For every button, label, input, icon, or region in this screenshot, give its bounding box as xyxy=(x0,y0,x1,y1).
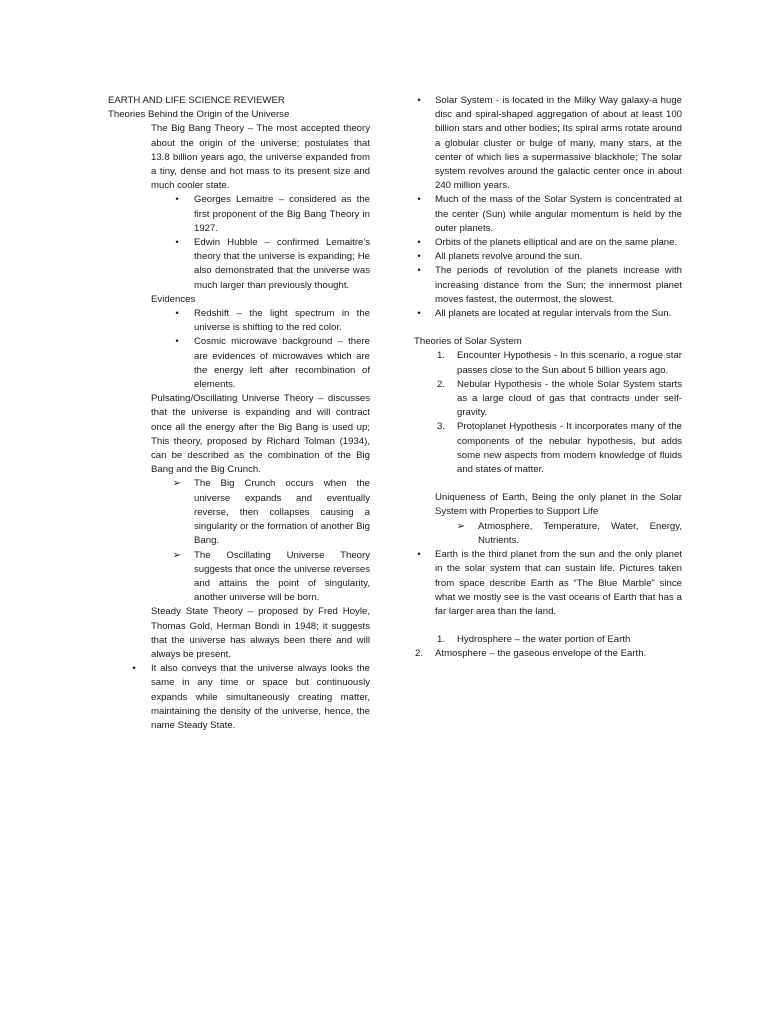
bullet-icon: • xyxy=(417,237,421,249)
bullet-icon: • xyxy=(175,308,179,320)
oscillating-paragraph: Pulsating/Oscillating Universe Theory – discusses that the universe is expanding and will contract once all the energy after the Big Bang is used up; This theory, proposed by Richard Tolman (1934), can be described as the combination of the Big Bang and the Big Crunch. xyxy=(151,393,370,476)
list-item: • All planets are located at regular intervals from the Sun. xyxy=(435,307,682,321)
list-item: • Solar System - is located in the Milky Way galaxy-a huge disc and spiral-shaped aggregation of about at least 100 billion stars and other bodies; Its spiral arms rotate around a globular cluster or bulge of many, many stars, at the center of which lies a supermassive blackhole; The solar system revolves around the galactic center once in about 240 million years. xyxy=(435,94,682,193)
evidences-label: Evidences xyxy=(151,293,196,305)
bullet-icon: • xyxy=(175,336,179,348)
list-number: 3. xyxy=(436,421,445,433)
list-item: • Georges Lemaitre – considered as the first proponent of the Big Bang Theory in 1927. xyxy=(194,193,370,236)
list-number: 1. xyxy=(436,350,445,362)
section-heading-solar-theories: Theories of Solar System xyxy=(414,336,522,348)
steady-state-paragraph: Steady State Theory – proposed by Fred Hoyle, Thomas Gold, Herman Bondi in 1948; it suggests that the universe has always been there and will always be present. xyxy=(151,606,370,660)
list-item: 2. Nebular Hypothesis - the whole Solar System starts as a large cloud of gas that contracts under self-gravity. xyxy=(457,378,682,421)
list-item: • All planets revolve around the sun. xyxy=(435,250,682,264)
bullet-icon: • xyxy=(417,549,421,561)
arrow-bullet-icon: ➢ xyxy=(456,520,466,532)
right-column xyxy=(414,94,682,662)
list-number: 2. xyxy=(436,378,445,390)
big-bang-paragraph: The Big Bang Theory – The most accepted theory about the origin of the universe; postulates that 13.8 billion years ago, the universe expanded from a tiny, dense and hot mass to its present size and much cooler state. xyxy=(151,123,370,192)
bullet-icon: • xyxy=(175,194,179,206)
bullet-icon: • xyxy=(417,95,421,106)
list-item: • Cosmic microwave background – there are evidences of microwaves which are the energy left after recombination of elements. xyxy=(194,335,370,392)
list-item: • Redshift – the light spectrum in the universe is shifting to the red color. xyxy=(194,307,370,335)
bullet-icon: • xyxy=(417,308,421,320)
list-item: • Earth is the third planet from the sun and the only planet in the solar system that can sustain life. Pictures taken from space describe Earth as “The Blue Marble” since what we mostly see is the vast oceans of Earth that has a far larger area than the land. xyxy=(435,548,682,619)
list-item: ➢ The Big Crunch occurs when the universe expands and eventually reverse, then collapses causing a singularity or the formation of another Big Bang. xyxy=(172,478,370,547)
list-item: • It also conveys that the universe always looks the same in any time or space but continuously expands while simultaneously creating matter, maintaining the density of the universe, hence, the name Steady State. xyxy=(151,662,370,733)
list-item: • Much of the mass of the Solar System is concentrated at the center (Sun) while angular momentum is held by the outer planets. xyxy=(435,193,682,236)
bullet-icon: • xyxy=(175,237,179,249)
uniqueness-heading: Uniqueness of Earth, Being the only planet in the Solar System with Properties to Support Life xyxy=(435,492,682,518)
document-title: EARTH AND LIFE SCIENCE REVIEWER xyxy=(108,95,285,106)
left-column xyxy=(108,94,370,733)
list-item: ➢ Atmosphere, Temperature, Water, Energy, Nutrients. xyxy=(456,520,682,546)
bullet-icon: • xyxy=(417,265,421,277)
list-item: ➢ The Oscillating Universe Theory suggests that once the universe reverses and attains the point of singularity, another universe will be born. xyxy=(172,549,370,604)
list-item: • The periods of revolution of the planets increase with increasing distance from the Sun; the innermost planet moves fastest, the outermost, the slowest. xyxy=(435,264,682,307)
list-item: • Edwin Hubble – confirmed Lemaitre's theory that the universe is expanding; He also demonstrated that the universe was much larger than previously thought. xyxy=(194,236,370,293)
arrow-bullet-icon: ➢ xyxy=(172,549,182,561)
list-number: 1. xyxy=(436,634,445,646)
list-item: 1. Encounter Hypothesis - In this scenario, a rogue star passes close to the Sun about 5 billion years ago. xyxy=(457,349,682,377)
list-item: 1. Hydrosphere – the water portion of Earth xyxy=(457,633,682,647)
list-item: 2. Atmosphere – the gaseous envelope of the Earth. xyxy=(435,647,682,661)
bullet-icon: • xyxy=(417,194,421,206)
section-heading-origin: Theories Behind the Origin of the Universe xyxy=(108,109,290,121)
list-number: 2. xyxy=(414,648,423,660)
arrow-bullet-icon: ➢ xyxy=(172,478,182,490)
list-item: 3. Protoplanet Hypothesis - It incorporates many of the components of the nebular hypothesis, but adds some new aspects from modern knowledge of fluids and states of matter. xyxy=(457,420,682,477)
list-item: • Orbits of the planets elliptical and are on the same plane. xyxy=(435,236,682,250)
bullet-icon: • xyxy=(132,663,136,675)
bullet-icon: • xyxy=(417,251,421,263)
